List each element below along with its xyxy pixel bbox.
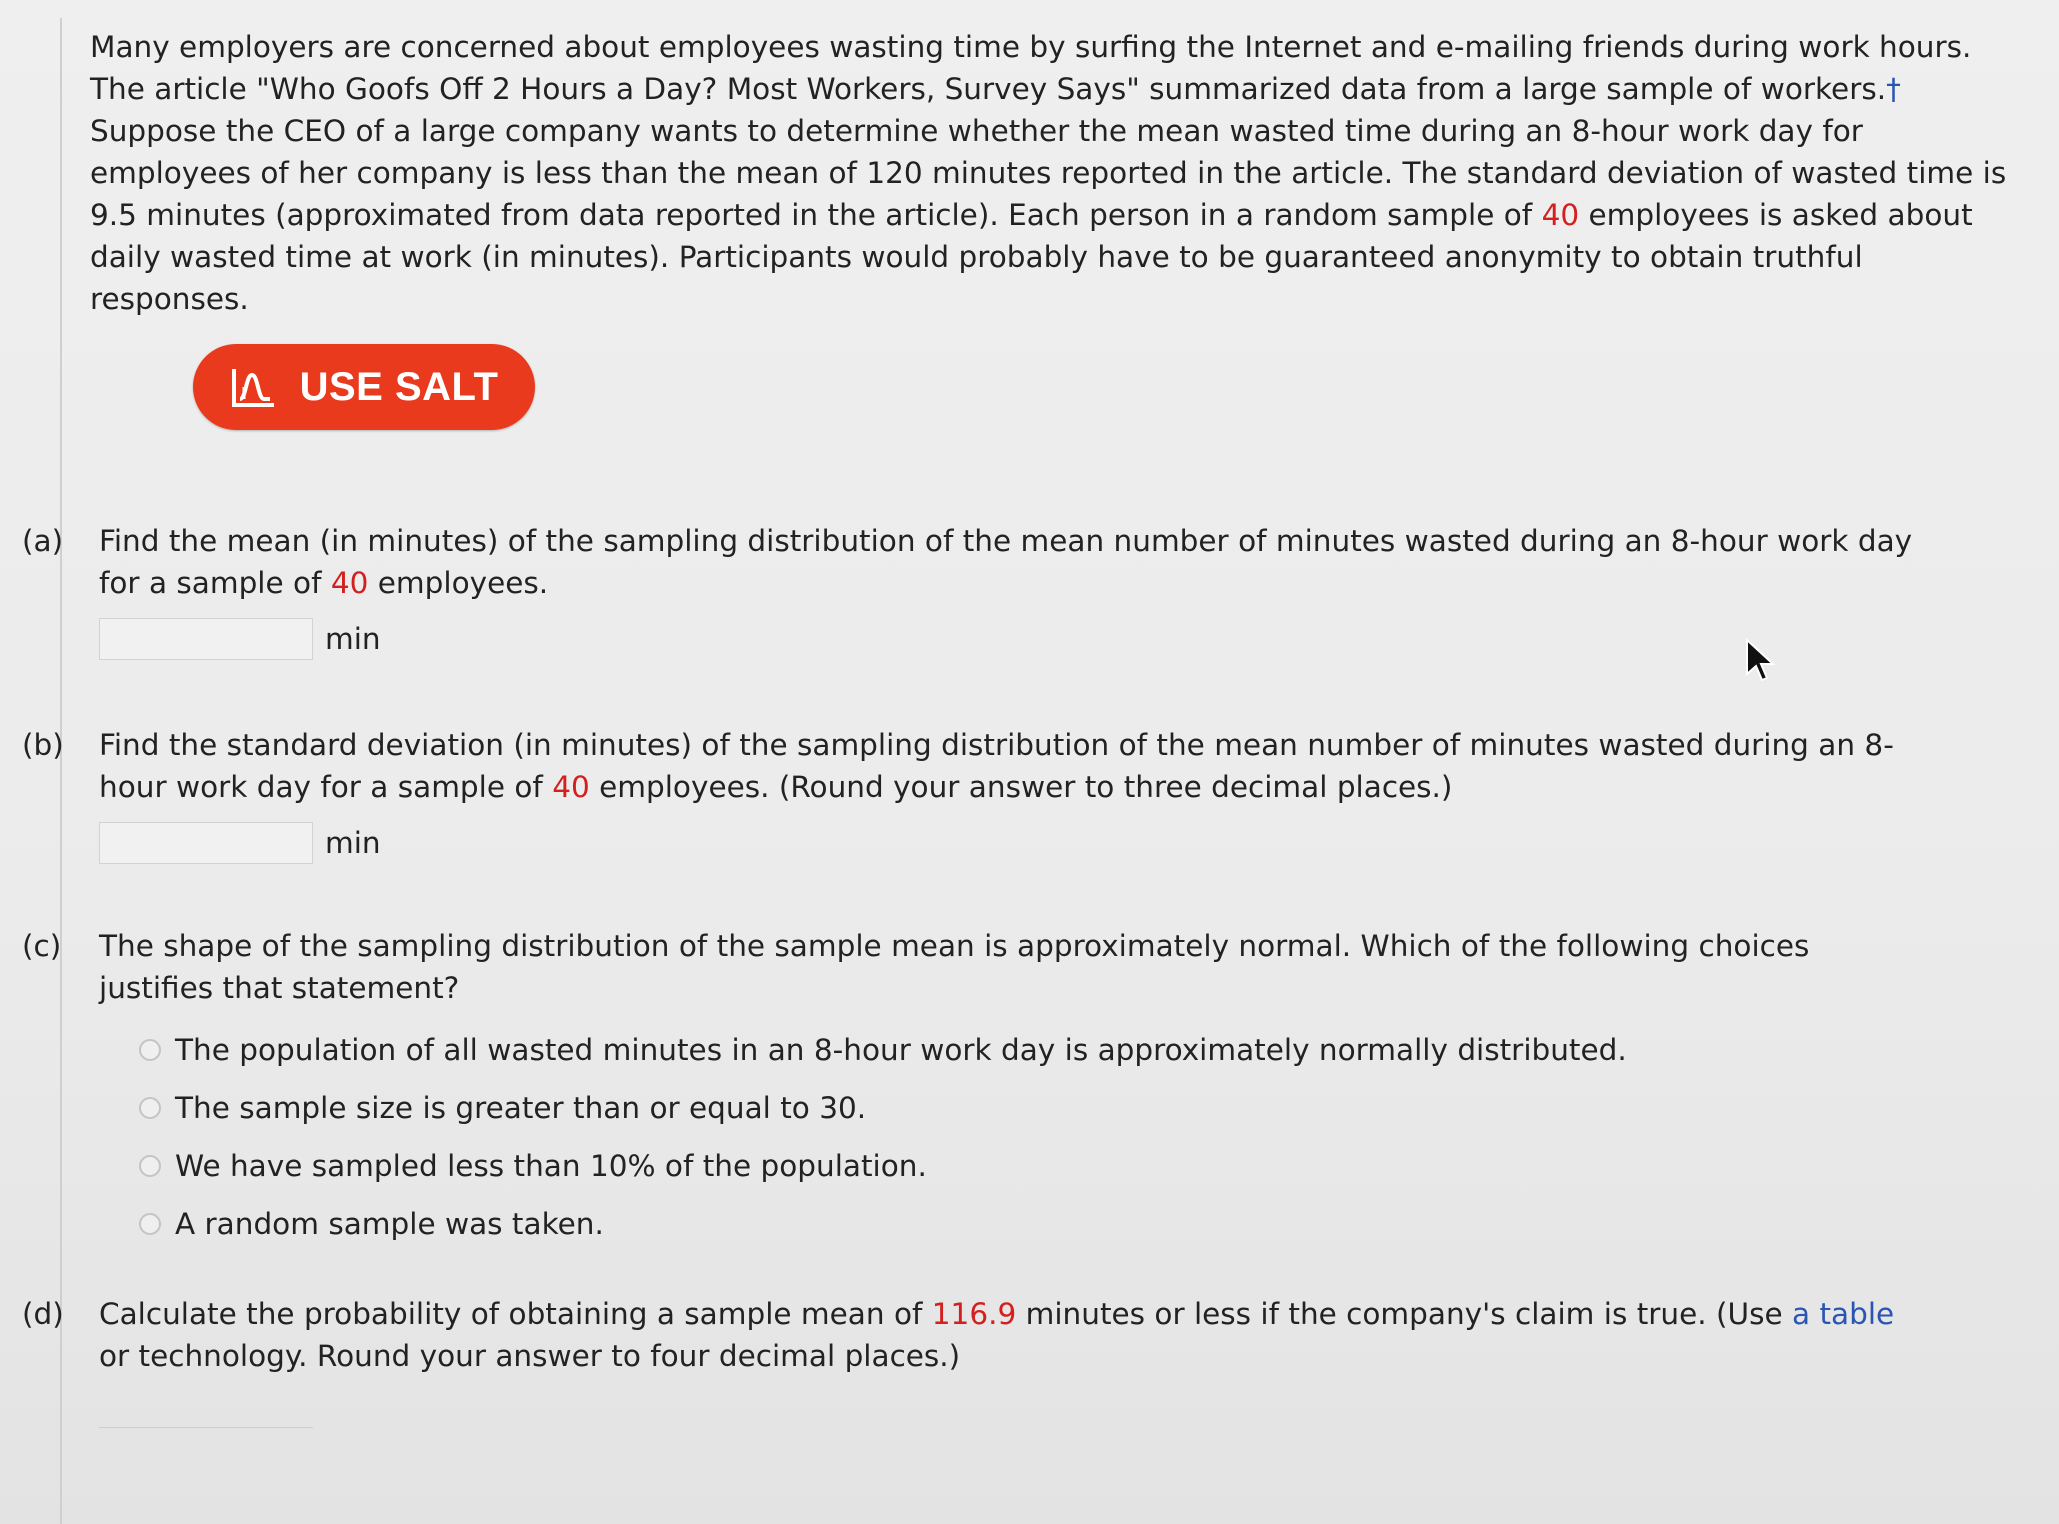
part-d-text: Calculate the probability of obtaining a sample mean of — [99, 1297, 932, 1331]
intro-text-2: Suppose the CEO of a large company wants to determine whether the mean wasted time during an 8-hour work day for employees of her company is less than the mean of 120 minutes reported in the article. The standard deviation of wasted time is 9.5 minutes (approximated from data reported in the article). Each person in a random sample of — [90, 114, 2007, 232]
radio-button[interactable] — [139, 1213, 161, 1235]
part-c — [22, 925, 1932, 1253]
part-b-letter: (b) — [22, 728, 64, 762]
radio-button[interactable] — [139, 1039, 161, 1061]
choice-population-normal[interactable] — [139, 1021, 1932, 1079]
intro-sample-size: 40 — [1541, 198, 1580, 232]
part-d — [22, 1293, 1932, 1428]
part-a-answer-input[interactable] — [99, 618, 313, 660]
part-a — [22, 520, 1932, 660]
part-d-sample-mean: 116.9 — [931, 1297, 1017, 1331]
choice-label: The sample size is greater than or equal to 30. — [175, 1091, 867, 1125]
salt-chart-icon — [230, 365, 278, 409]
part-d-letter: (d) — [22, 1297, 64, 1331]
part-c-choices — [139, 1021, 1932, 1253]
part-b — [22, 724, 1932, 864]
choice-random-sample[interactable] — [139, 1195, 1932, 1253]
part-c-question: The shape of the sampling distribution of the sample mean is approximately normal. Which of the following choices justifies that statement? — [99, 929, 1810, 1005]
part-a-question — [99, 520, 1932, 604]
part-d-text-end: or technology. Round your answer to four decimal places.) — [99, 1339, 961, 1373]
footnote-dagger-link[interactable]: † — [1886, 72, 1901, 106]
use-salt-label: USE SALT — [299, 364, 499, 409]
part-a-text-end: employees. — [368, 566, 549, 600]
choice-label: We have sampled less than 10% of the population. — [175, 1149, 927, 1183]
choice-less-than-10-percent[interactable] — [139, 1137, 1932, 1195]
part-b-question — [99, 724, 1932, 808]
part-d-question — [99, 1293, 1932, 1377]
part-a-text: Find the mean (in minutes) of the sampling distribution of the mean number of minutes wasted during an 8-hour work day for a sample of — [99, 524, 1913, 600]
question-content — [90, 26, 2030, 320]
part-b-text-end: employees. (Round your answer to three decimal places.) — [589, 770, 1453, 804]
mouse-pointer-icon — [1745, 638, 1777, 686]
intro-text-3: employees is asked about daily wasted time at work (in minutes). Participants would probably have to be guaranteed anonymity to obtain truthful responses. — [90, 198, 1973, 316]
part-a-letter: (a) — [22, 524, 64, 558]
part-b-sample-size: 40 — [552, 770, 590, 804]
part-c-letter: (c) — [22, 929, 62, 963]
use-salt-button[interactable] — [193, 344, 535, 430]
part-b-unit: min — [325, 826, 381, 860]
part-b-answer-input[interactable] — [99, 822, 313, 864]
intro-text: Many employers are concerned about employees wasting time by surfing the Internet and e-mailing friends during work hours. The article "Who Goofs Off 2 Hours a Day? Most Workers, Survey Says" summarized data from a large sample of workers. — [90, 30, 1972, 106]
table-link[interactable]: a table — [1792, 1297, 1895, 1331]
radio-button[interactable] — [139, 1097, 161, 1119]
question-intro — [90, 26, 2030, 320]
part-a-unit: min — [325, 622, 381, 656]
part-d-answer-input[interactable] — [99, 1427, 313, 1428]
choice-label: The population of all wasted minutes in an 8-hour work day is approximately normally distributed. — [175, 1033, 1627, 1067]
part-b-text: Find the standard deviation (in minutes) of the sampling distribution of the mean number of minutes wasted during an 8-hour work day for a sample of — [99, 728, 1894, 804]
part-a-sample-size: 40 — [330, 566, 369, 600]
choice-sample-size-30[interactable] — [139, 1079, 1932, 1137]
choice-label: A random sample was taken. — [175, 1207, 604, 1241]
part-d-text-mid: minutes or less if the company's claim is true. (Use — [1016, 1297, 1793, 1331]
radio-button[interactable] — [139, 1155, 161, 1177]
